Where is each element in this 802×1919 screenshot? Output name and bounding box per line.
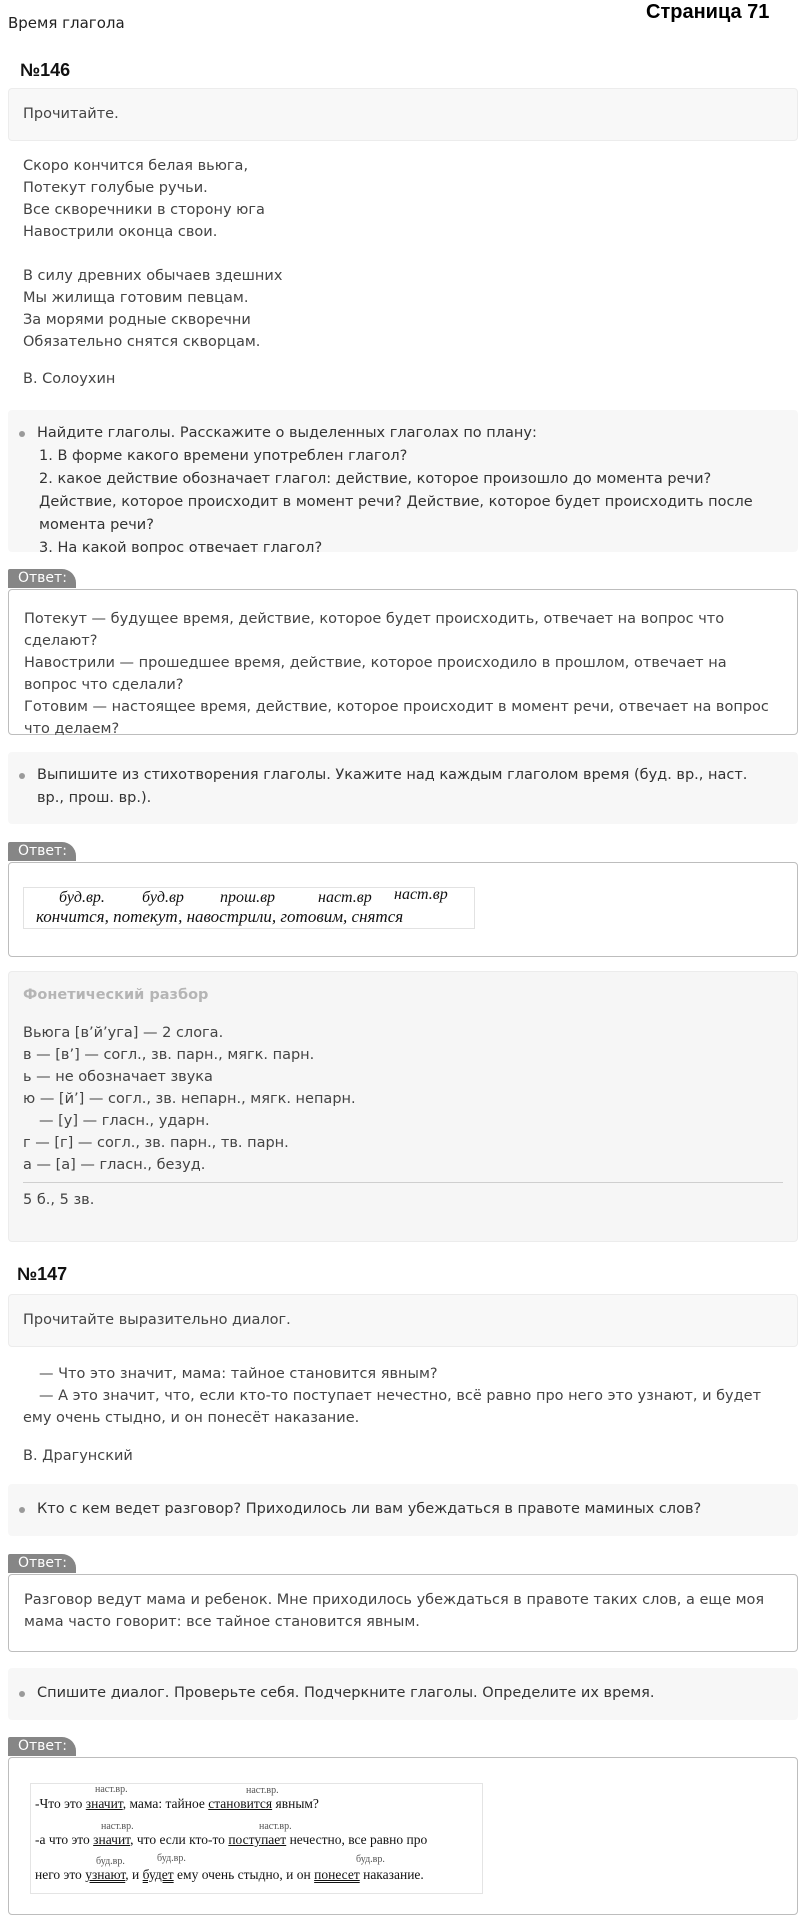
answer-label: Ответ: <box>8 1554 76 1573</box>
task-text: Прочитайте. <box>23 106 119 122</box>
phonetic-line: ю — [й’] — согл., зв. непарн., мягк. непарн. <box>23 1091 356 1107</box>
tense-label: буд.вр <box>142 889 184 906</box>
question-text <box>37 422 778 560</box>
phonetic-line: а — [а] — гласн., безуд. <box>23 1157 206 1173</box>
topic-title: Время глагола <box>8 14 125 32</box>
tense-label: прош.вр <box>220 889 276 906</box>
phonetic-line: Вьюга [в’й’уга] — 2 слога. <box>23 1025 224 1041</box>
exercise-146-number: №146 <box>20 60 71 80</box>
page-number: Страница 71 <box>646 1 770 23</box>
poem-stanza-1 <box>23 155 265 243</box>
answer-box-146-2 <box>8 862 798 957</box>
exercise-147-number: №147 <box>17 1264 68 1284</box>
phonetic-analysis-box <box>8 971 798 1242</box>
question-text: Кто с кем ведет разговор? Приходилось ли вам убеждаться в правоте маминых слов? <box>37 1501 702 1517</box>
tense-label: наст.вр. <box>259 1821 292 1832</box>
bullet-icon <box>19 1691 25 1697</box>
dialog-copy-line-2: -а что это значит, что если кто-то поступает нечестно, все равно про <box>35 1832 428 1847</box>
handwritten-answer <box>23 887 475 929</box>
poem-line: За морями родные скворечни <box>23 312 251 328</box>
answer-box-147-1 <box>8 1574 798 1652</box>
answer-label: Ответ: <box>8 842 76 861</box>
tense-label: наст.вр <box>394 886 448 903</box>
question-text: Выпишите из стихотворения глаголы. Укажите над каждым глаголом время (буд. вр., наст. вр., прош. вр.). <box>37 767 748 806</box>
divider <box>23 1182 783 1183</box>
verb-underlined: понесет <box>314 1867 360 1882</box>
verb-underlined: узнают <box>85 1867 126 1882</box>
dialog-author: В. Драгунский <box>23 1448 133 1464</box>
phonetic-line: в — [в’] — согл., зв. парн., мягк. парн. <box>23 1047 315 1063</box>
poem-line: Обязательно снятся скворцам. <box>23 334 261 350</box>
tense-label: наст.вр <box>318 889 372 906</box>
verb-list: кончится, потекут, навострили, готовим, снятся <box>36 907 404 926</box>
poem-stanza-2 <box>23 265 282 353</box>
verb-underlined: значит <box>85 1796 123 1811</box>
dialog-line: — А это значит, что, если кто-то поступает нечестно, всё равно про него это узнают, и будет ему очень стыдно, и он понесёт наказание. <box>23 1388 762 1426</box>
poem-line: Мы жилища готовим певцам. <box>23 290 249 306</box>
tense-label: наст.вр. <box>246 1785 279 1796</box>
dialog-copy-line-3: него это узнают, и будет ему очень стыдно, и он понесет наказание. <box>35 1867 424 1882</box>
phonetic-summary: 5 б., 5 зв. <box>23 1192 95 1208</box>
tense-label: наст.вр. <box>95 1784 128 1795</box>
task-text: Прочитайте выразительно диалог. <box>23 1312 291 1328</box>
bullet-icon <box>19 431 25 437</box>
answer-label: Ответ: <box>8 569 76 588</box>
dialog-text <box>23 1363 783 1429</box>
verb-underlined: становится <box>208 1796 273 1811</box>
poem-author: В. Солоухин <box>23 371 116 387</box>
answer-line: Готовим — настоящее время, действие, которое происходит в момент речи, отвечает на вопрос что делаем? <box>24 699 769 737</box>
question-box-147-1 <box>8 1484 798 1536</box>
poem-line: Навострили оконца свои. <box>23 224 218 240</box>
question-line: 2. какое действие обозначает глагол: действие, которое произошло до момента речи? Действие, которое происходит в момент речи? Действие, которое будет происходить после момента речи? <box>39 471 753 533</box>
answer-text: Разговор ведут мама и ребенок. Мне приходилось убеждаться в правоте таких слов, а еще моя мама часто говорит: все тайное становится явным. <box>24 1592 765 1630</box>
phonetic-line: — [у] — гласн., ударн. <box>39 1113 210 1129</box>
question-line: 1. В форме какого времени употреблен глагол? <box>39 448 408 464</box>
dialog-copy-line-1: -Что это значит, мама: тайное становится явным? <box>35 1796 319 1811</box>
tense-label: буд.вр. <box>356 1854 385 1865</box>
question-box-147-2 <box>8 1668 798 1720</box>
task-box-146 <box>8 88 798 141</box>
phonetic-line: ь — не обозначает звука <box>23 1069 213 1085</box>
dialog-line: — Что это значит, мама: тайное становится явным? <box>39 1366 438 1382</box>
verb-underlined: будет <box>142 1867 174 1882</box>
verb-underlined: значит <box>93 1832 131 1847</box>
question-box-146-1 <box>8 410 798 556</box>
question-line: 3. На какой вопрос отвечает глагол? <box>39 540 323 556</box>
phonetic-lines <box>23 1022 356 1176</box>
poem-line: Потекут голубые ручьи. <box>23 180 208 196</box>
question-line: Найдите глаголы. Расскажите о выделенных глаголах по плану: <box>37 425 537 441</box>
bullet-icon <box>19 773 25 779</box>
tense-label: наст.вр. <box>101 1821 134 1832</box>
question-text: Спишите диалог. Проверьте себя. Подчеркните глаголы. Определите их время. <box>37 1685 655 1701</box>
tense-label: буд.вр. <box>157 1853 186 1864</box>
poem-line: Скоро кончится белая вьюга, <box>23 158 249 174</box>
answer-box-147-2 <box>8 1757 798 1915</box>
question-box-146-2 <box>8 752 798 824</box>
answer-label: Ответ: <box>8 1737 76 1756</box>
phonetic-title: Фонетический разбор <box>23 987 209 1003</box>
poem-line: В силу древних обычаев здешних <box>23 268 283 284</box>
answer-line: Потекут — будущее время, действие, которое будет происходить, отвечает на вопрос что сделают? <box>24 611 725 649</box>
verb-underlined: поступает <box>228 1832 287 1847</box>
phonetic-line: г — [г] — согл., зв. парн., тв. парн. <box>23 1135 289 1151</box>
bullet-icon <box>19 1507 25 1513</box>
answer-line: Навострили — прошедшее время, действие, которое происходило в прошлом, отвечает на вопрос что сделали? <box>24 655 727 693</box>
tense-label: буд.вр. <box>96 1856 125 1867</box>
answer-box-146-1 <box>8 589 798 735</box>
poem-line: Все скворечники в сторону юга <box>23 202 265 218</box>
tense-label: буд.вр. <box>59 889 105 906</box>
dialog-copy-scan <box>30 1783 483 1894</box>
task-box-147 <box>8 1294 798 1347</box>
answer-text <box>24 608 777 740</box>
